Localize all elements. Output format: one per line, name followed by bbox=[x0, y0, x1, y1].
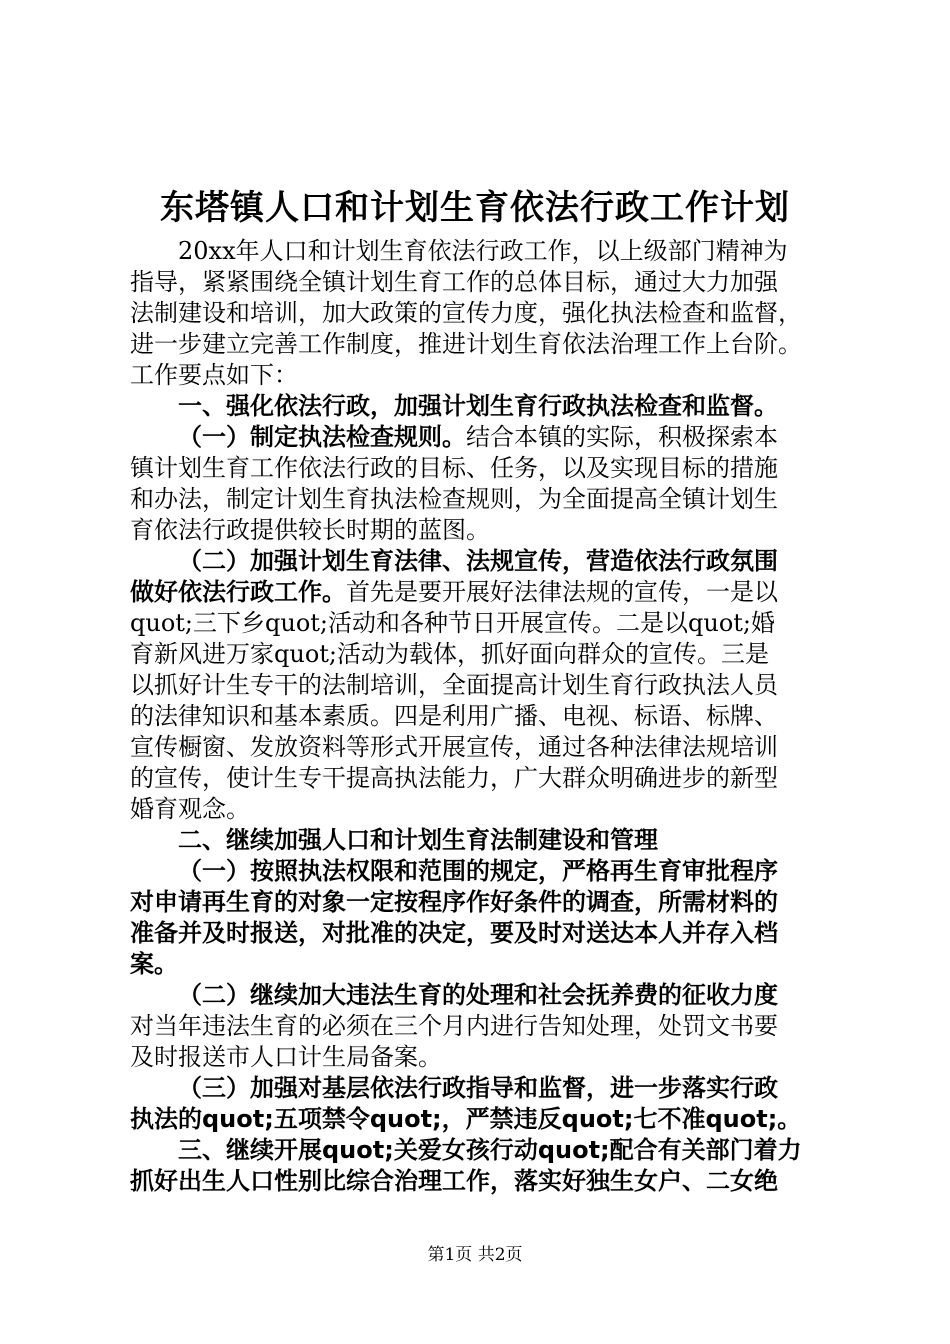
body-line bbox=[130, 918, 830, 949]
body-line bbox=[130, 1011, 830, 1042]
text-run: 育依法行政提供较长时期的蓝图。 bbox=[130, 516, 490, 544]
section-heading bbox=[130, 391, 830, 422]
section-heading bbox=[130, 825, 830, 856]
body-line bbox=[130, 639, 830, 670]
text-run: 对当年违法生育的必须在三个月内进行告知处理，处罚文书要 bbox=[130, 1012, 778, 1040]
text-run: 准备并及时报送，对批准的决定，要及时对送达本人并存入档 bbox=[130, 919, 778, 947]
text-run: 抓好出生人口性别比综合治理工作，落实好独生女户、二女绝 bbox=[130, 1167, 778, 1195]
body-line bbox=[130, 1073, 830, 1104]
body-line bbox=[130, 701, 830, 732]
body-line bbox=[130, 267, 830, 298]
text-run: 进一步建立完善工作制度，推进计划生育依法治理工作上台阶。 bbox=[130, 330, 802, 358]
subheading-run: （二）加强计划生育法律、法规宣传，营造依法行政氛围 bbox=[178, 547, 778, 575]
text-run: 案。 bbox=[130, 950, 178, 978]
text-run: 婚育观念。 bbox=[130, 795, 250, 823]
text-run: quot;三下乡quot;活动和各种节日开展宣传。二是以quot;婚 bbox=[130, 609, 775, 637]
body-line bbox=[130, 329, 830, 360]
body-line bbox=[130, 515, 830, 546]
body-line bbox=[130, 670, 830, 701]
text-run: 执法的quot;五项禁令quot;，严禁违反quot;七不准quot;。 bbox=[130, 1105, 802, 1133]
subheading-run: （一）制定执法检查规则。 bbox=[178, 423, 466, 451]
text-run: 宣传橱窗、发放资料等形式开展宣传，通过各种法律法规培训 bbox=[130, 733, 778, 761]
text-run: 法制建设和培训，加大政策的宣传力度，强化执法检查和监督， bbox=[130, 299, 802, 327]
body-line bbox=[130, 546, 830, 577]
text-run: （三）加强对基层依法行政指导和监督，进一步落实行政 bbox=[178, 1074, 778, 1102]
text-run: 结合本镇的实际，积极探索本 bbox=[466, 423, 778, 451]
text-run: 指导，紧紧围绕全镇计划生育工作的总体目标，通过大力加强 bbox=[130, 268, 778, 296]
text-run: （一）按照执法权限和范围的规定，严格再生育审批程序 bbox=[178, 857, 778, 885]
body-line bbox=[130, 794, 830, 825]
body-line bbox=[130, 1104, 830, 1135]
section-heading bbox=[130, 1135, 830, 1166]
text-run: 的宣传，使计生专干提高执法能力，广大群众明确进步的新型 bbox=[130, 764, 778, 792]
text-run: 首先是要开展好法律法规的宣传，一是以 bbox=[346, 578, 778, 606]
text-run: 镇计划生育工作依法行政的目标、任务，以及实现目标的措施 bbox=[130, 454, 778, 482]
page-number: 第1页 共2页 bbox=[427, 1245, 523, 1265]
body-line bbox=[130, 856, 830, 887]
text-run: 及时报送市人口计生局备案。 bbox=[130, 1043, 442, 1071]
body-line bbox=[130, 422, 830, 453]
text-run: 育新风进万家quot;活动为载体，抓好面向群众的宣传。三是 bbox=[130, 640, 769, 668]
body-line bbox=[130, 608, 830, 639]
subheading-run: 做好依法行政工作。 bbox=[130, 578, 346, 606]
text-run: 工作要点如下： bbox=[130, 361, 298, 389]
body-line bbox=[130, 360, 830, 391]
document-body bbox=[130, 236, 830, 1197]
text-run: （二）继续加大违法生育的处理和社会抚养费的征收力度 bbox=[178, 981, 778, 1009]
body-line bbox=[130, 484, 830, 515]
text-run: 对申请再生育的对象一定按程序作好条件的调查，所需材料的 bbox=[130, 888, 778, 916]
text-run: 以抓好计生专干的法制培训，全面提高计划生育行政执法人员 bbox=[130, 671, 778, 699]
text-run: 三、继续开展quot;关爱女孩行动quot;配合有关部门着力 bbox=[178, 1136, 802, 1164]
body-line bbox=[130, 236, 830, 267]
body-line bbox=[130, 577, 830, 608]
text-run: 二、继续加强人口和计划生育法制建设和管理 bbox=[178, 826, 658, 854]
body-line bbox=[130, 732, 830, 763]
text-run: 一、强化依法行政，加强计划生育行政执法检查和监督。 bbox=[178, 392, 778, 420]
body-line bbox=[130, 887, 830, 918]
body-line bbox=[130, 453, 830, 484]
body-line bbox=[130, 1042, 830, 1073]
document-title: 东塔镇人口和计划生育依法行政工作计划 bbox=[160, 188, 790, 228]
body-line bbox=[130, 949, 830, 980]
body-line bbox=[130, 1166, 830, 1197]
text-run: 的法律知识和基本素质。四是利用广播、电视、标语、标牌、 bbox=[130, 702, 778, 730]
text-run: 和办法，制定计划生育执法检查规则，为全面提高全镇计划生 bbox=[130, 485, 778, 513]
text-run: 20xx年人口和计划生育依法行政工作，以上级部门精神为 bbox=[178, 237, 788, 265]
body-line bbox=[130, 298, 830, 329]
body-line bbox=[130, 980, 830, 1011]
body-line bbox=[130, 763, 830, 794]
